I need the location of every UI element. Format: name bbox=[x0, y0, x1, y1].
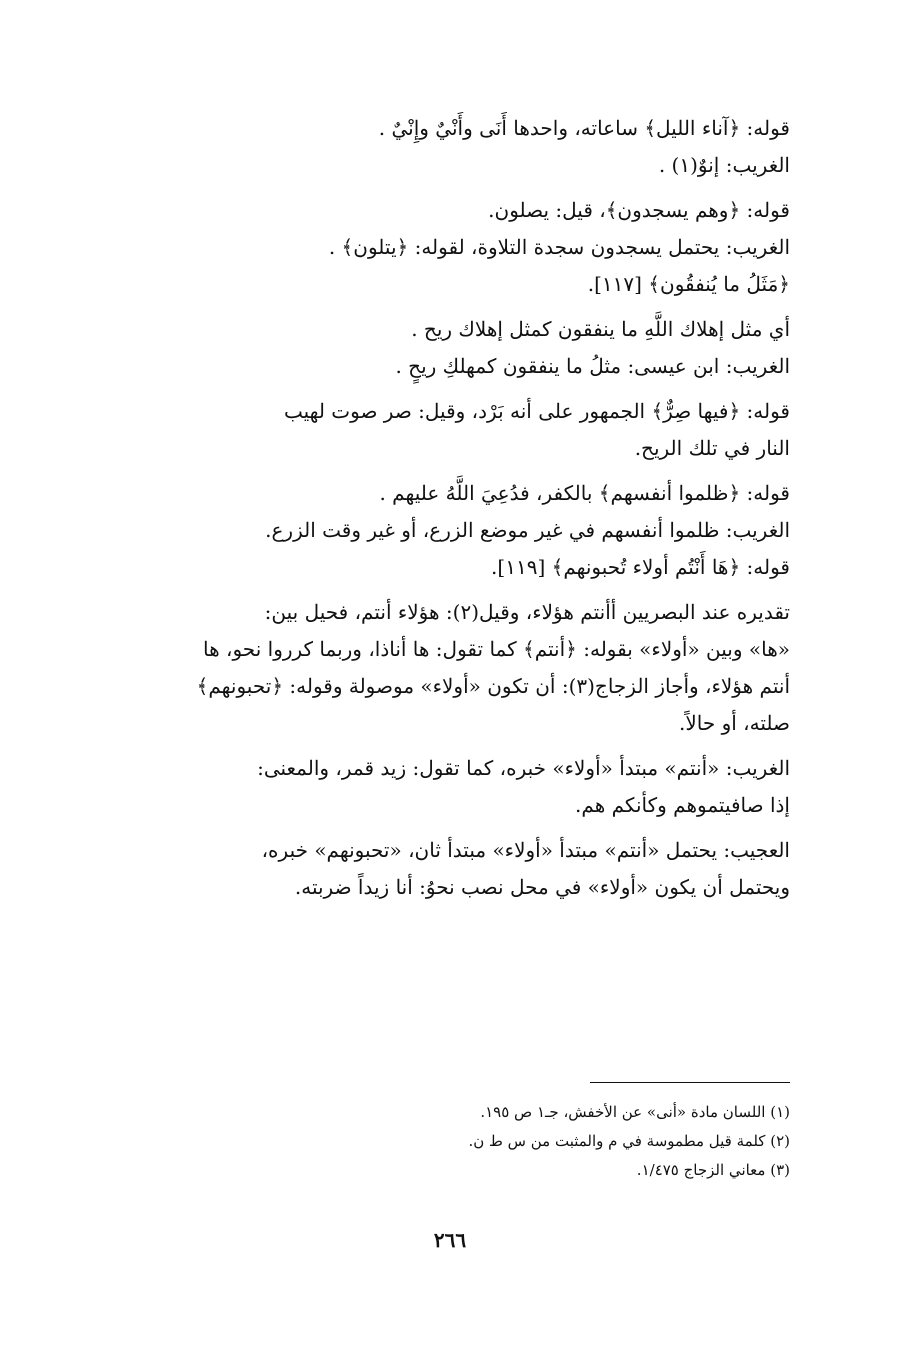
text-line: العجيب: يحتمل «أنتم» مبتدأ «أولاء» مبتدأ ثان، «تحبونهم» خبره، bbox=[261, 838, 790, 862]
footnotes bbox=[300, 1098, 790, 1185]
footnote-divider bbox=[590, 1082, 790, 1083]
paragraph-gap bbox=[100, 742, 790, 750]
text-line: أنتم هؤلاء، وأجاز الزجاج(٣): أن تكون «أولاء» موصولة وقوله: ﴿تحبونهم﴾ bbox=[196, 674, 790, 698]
text-line: قوله: ﴿آناء الليل﴾ ساعاته، واحدها أَنَى وأَنْيٌ وإِنْيٌ . bbox=[378, 116, 790, 140]
text-line: ﴿مَثَلُ ما يُنفقُون﴾ [١١٧]. bbox=[587, 272, 790, 296]
paragraph-gap bbox=[100, 385, 790, 393]
text-line: أي مثل إهلاك اللَّهِ ما ينفقون كمثل إهلاك ريح . bbox=[411, 317, 790, 341]
paragraph-gap bbox=[100, 303, 790, 311]
page-body bbox=[100, 110, 790, 906]
text-line: النار في تلك الريح. bbox=[634, 436, 790, 460]
text-line: «ها» وبين «أولاء» بقوله: ﴿أنتم﴾ كما تقول: ها أناذا، وربما كرروا نحو، ها bbox=[203, 637, 790, 661]
paragraph-gap bbox=[100, 824, 790, 832]
text-line: قوله: ﴿هَا أَنْتُم أولاء تُحبونهم﴾ [١١٩]. bbox=[491, 555, 790, 579]
footnote: (٣) معاني الزجاج ١/٤٧٥. bbox=[636, 1161, 790, 1179]
text-line: قوله: ﴿ظلموا أنفسهم﴾ بالكفر، فدُعِيَ اللَّهُ عليهم . bbox=[379, 481, 790, 505]
text-line: الغريب: «أنتم» مبتدأ «أولاء» خبره، كما تقول: زيد قمر، والمعنى: bbox=[257, 756, 790, 780]
paragraph-gap bbox=[100, 184, 790, 192]
text-line: الغريب: إنوٌ(١) . bbox=[658, 153, 790, 177]
paragraph-gap bbox=[100, 467, 790, 475]
page-number: ٢٦٦ bbox=[433, 1228, 467, 1252]
footnote: (١) اللسان مادة «أنى» عن الأخفش، جـ١ ص ١٩٥. bbox=[480, 1103, 790, 1121]
text-line: الغريب: ابن عيسى: مثلُ ما ينفقون كمهلكِ ريحٍ . bbox=[395, 354, 790, 378]
text-line: إذا صافيتموهم وكأنكم هم. bbox=[575, 793, 790, 817]
text-line: ويحتمل أن يكون «أولاء» في محل نصب نحوُ: أنا زيداً ضربته. bbox=[294, 875, 790, 899]
text-line: الغريب: ظلموا أنفسهم في غير موضع الزرع، أو غير وقت الزرع. bbox=[265, 518, 790, 542]
footnote: (٢) كلمة قيل مطموسة في م والمثبت من س ط ن. bbox=[468, 1132, 790, 1150]
text-line: قوله: ﴿فيها صِرٌّ﴾ الجمهور على أنه بَرْد، وقيل: صر صوت لهيب bbox=[283, 399, 790, 423]
text-line: تقديره عند البصريين أأنتم هؤلاء، وقيل(٢): هؤلاء أنتم، فحيل بين: bbox=[264, 600, 790, 624]
paragraph-gap bbox=[100, 586, 790, 594]
text-line: قوله: ﴿وهم يسجدون﴾، قيل: يصلون. bbox=[488, 198, 790, 222]
text-line: صلته، أو حالاً. bbox=[679, 711, 790, 735]
text-line: الغريب: يحتمل يسجدون سجدة التلاوة، لقوله: ﴿يتلون﴾ . bbox=[328, 235, 790, 259]
